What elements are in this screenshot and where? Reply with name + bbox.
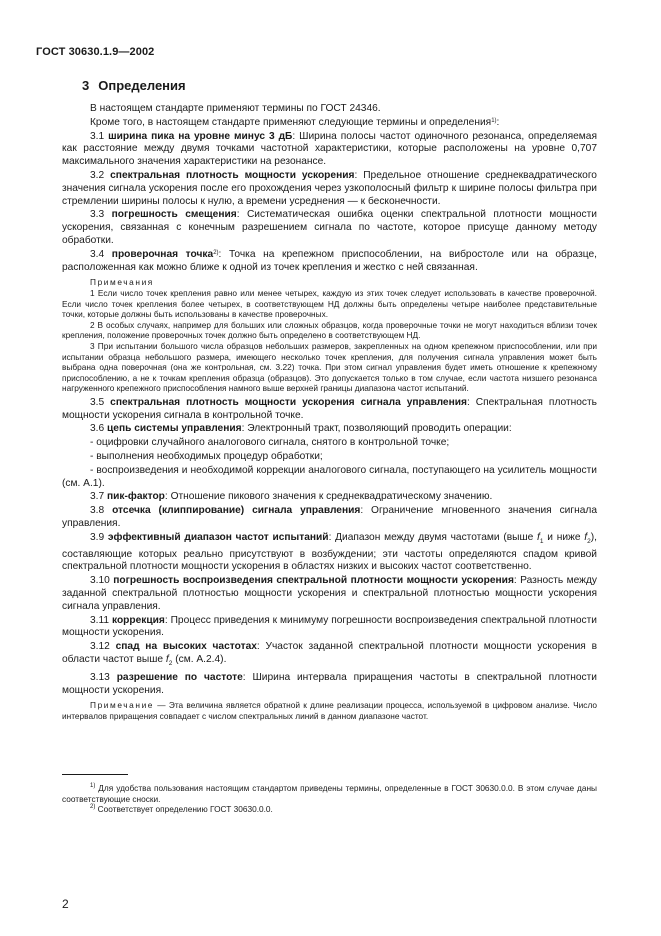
term: цепь системы управления (107, 423, 242, 435)
definition-3-3: 3.3 погрешность смещения: Систематическая ошибка оценки спектральной плотности мощности ускорения, связанная с конечным разрешением сигнала по частоте, которое присуще данному методу обработки. (62, 209, 597, 246)
list-item: - воспроизведения и необходимой коррекции аналогового сигнала, поступающего на усилитель мощности (см. А.1). (62, 464, 597, 489)
footnote-ref[interactable]: 1) (491, 117, 497, 124)
note-3: 3 При испытании большого числа образцов небольших размеров, закрепленных на одном крепежном приспособлении, или при испытании образца небольшого размера, имеющего несколько точек крепления, для получения сигнала управления может быть выбрана одна поверочная (она же контрольная, см. 3.22) точка. При этом сигнал управления будет иметь отношение к крепежному приспособлению, а не к точкам крепления образца (образцов). Это допускается только в том случае, если частота низшего резонанса нагруженного крепежного приспособления намного выше верхней границы диапазона частот испытаний. (62, 340, 597, 394)
definition-3-10: 3.10 погрешность воспроизведения спектральной плотности мощности ускорения: Разность между заданной спектральной плотностью мощности ускорения и спектральной плотностью мощности ускорения сигнала управления. (62, 575, 597, 612)
term: проверочная точка (111, 248, 214, 260)
term: спектральная плотность мощности ускорения сигнала управления (110, 396, 467, 408)
note-2: 2 В особых случаях, например для больших или сложных образцов, когда проверочные точки не могут находиться вблизи точек крепления, положение проверочных точек должно быть определено в соответствующем НД. (62, 319, 597, 341)
page-content (62, 78, 597, 722)
definition-3-7: 3.7 пик-фактор: Отношение пикового значения к среднеквадратическому значению. (90, 491, 493, 503)
term: коррекция (111, 614, 165, 626)
term: разрешение по частоте (116, 671, 243, 683)
section-heading (82, 78, 597, 93)
list-item: - выполнения необходимых процедур обработки; (90, 451, 323, 463)
final-note-label: Примечание (90, 700, 155, 711)
footnote-2: $^{2)}$ Соответствует определению ГОСТ 30630.0.0. (90, 804, 273, 815)
page-number: 2 (62, 897, 69, 911)
notes-heading: Примечания (90, 277, 154, 288)
definition-3-13: 3.13 разрешение по частоте: Ширина интервала приращения частоты в спектральной плотности мощности ускорения. (62, 671, 597, 696)
standard-designation: ГОСТ 30630.1.9—2002 (36, 46, 155, 58)
term: эффективный диапазон частот испытаний (107, 531, 329, 543)
definition-3-5: 3.5 спектральная плотность мощности ускорения сигнала управления: Спектральная плотность мощности ускорения сигнала в контрольной точке. (62, 396, 597, 421)
footnote-ref[interactable]: 2) (213, 249, 219, 256)
definition-3-6: 3.6 цепь системы управления: Электронный тракт, позволяющий проводить операции: (90, 423, 512, 435)
intro-paragraph: Кроме того, в настоящем стандарте применяют следующие термины и определения$^{1)}$: (90, 116, 500, 128)
definition-3-4: 3.4 проверочная точка$^{2)}$: Точка на крепежном приспособлении, на вибростоле или на образце, расположенная как можно ближе к одной из точек крепления и жестко с ней связанная. (62, 248, 597, 273)
definition-3-1: 3.1 ширина пика на уровне минус 3 дБ: Ширина полосы частот одиночного резонанса, определяемая как расстояние между двумя точками частотной характеристики, которые расположены на уровне 0,707 максимального значения характеристики на резонансе. (62, 130, 597, 168)
term: спад на высоких частотах (115, 641, 257, 653)
document-header (36, 46, 154, 58)
term: ширина пика на уровне минус 3 дБ (108, 130, 293, 142)
definition-3-12: 3.12 спад на высоких частотах: Участок заданной спектральной плотности мощности ускорения в области частот выше $f_2$ (см. А.2.4). (62, 641, 597, 668)
term: погрешность смещения (111, 209, 237, 221)
list-item: - оцифровки случайного аналогового сигнала, снятого в контрольной точке; (90, 437, 450, 449)
final-note: Примечание — Эта величина является обратной к длине реализации процесса, используемой в цифровом анализе. Число интервалов приращения совпадает с числом спектральных линий в данном диапазоне частот. (62, 700, 597, 722)
footnote-separator (62, 774, 128, 775)
intro-paragraph: В настоящем стандарте применяют термины по ГОСТ 24346. (90, 103, 381, 114)
definition-3-2: 3.2 спектральная плотность мощности ускорения: Предельное отношение среднеквадратического значения сигнала ускорения после его прохождения через узкополосный фильтр к ширине полосы фильтра при стремлении ширины полосы к нулю, а времени усреднения — к бесконечности. (62, 169, 597, 207)
term: погрешность воспроизведения спектральной плотности мощности ускорения (113, 575, 514, 587)
footnote-1: $^{1)}$ Для удобства пользования настоящим стандартом приведены термины, определенные в ГОСТ 30630.0.0. В этом случае даны соответствующие сноски. (62, 783, 597, 804)
term: пик-фактор (107, 491, 165, 503)
note-1: 1 Если число точек крепления равно или менее четырех, каждую из этих точек следует использовать в качестве проверочной. Если число точек крепления более четырех, в соответствующем НД должны быть определены четыре наиболее представительные точки, которые должны быть использованы в качестве проверочных. (62, 287, 597, 320)
section-number: 3 (82, 78, 90, 93)
term: спектральная плотность мощности ускорения (110, 169, 355, 181)
footnotes (62, 783, 597, 815)
definition-3-11: 3.11 коррекция: Процесс приведения к минимуму погрешности воспроизведения спектральной плотности мощности ускорения. (62, 614, 597, 639)
definition-3-8: 3.8 отсечка (клиппирование) сигнала управления: Ограничение мгновенного значения сигнала управления. (62, 505, 597, 530)
term: отсечка (клиппирование) сигнала управления (112, 505, 361, 517)
definition-3-9: 3.9 эффективный диапазон частот испытаний: Диапазон между двумя частотами (выше $f_1$ и ниже $f_2$), составляющие которых реально присутствуют в возбуждении; эти частоты определяются спадом кривой спектральной плотности мощности ускорения в областях низких и высоких частот соответственно. (62, 531, 597, 573)
section-title: Определения (98, 78, 186, 93)
